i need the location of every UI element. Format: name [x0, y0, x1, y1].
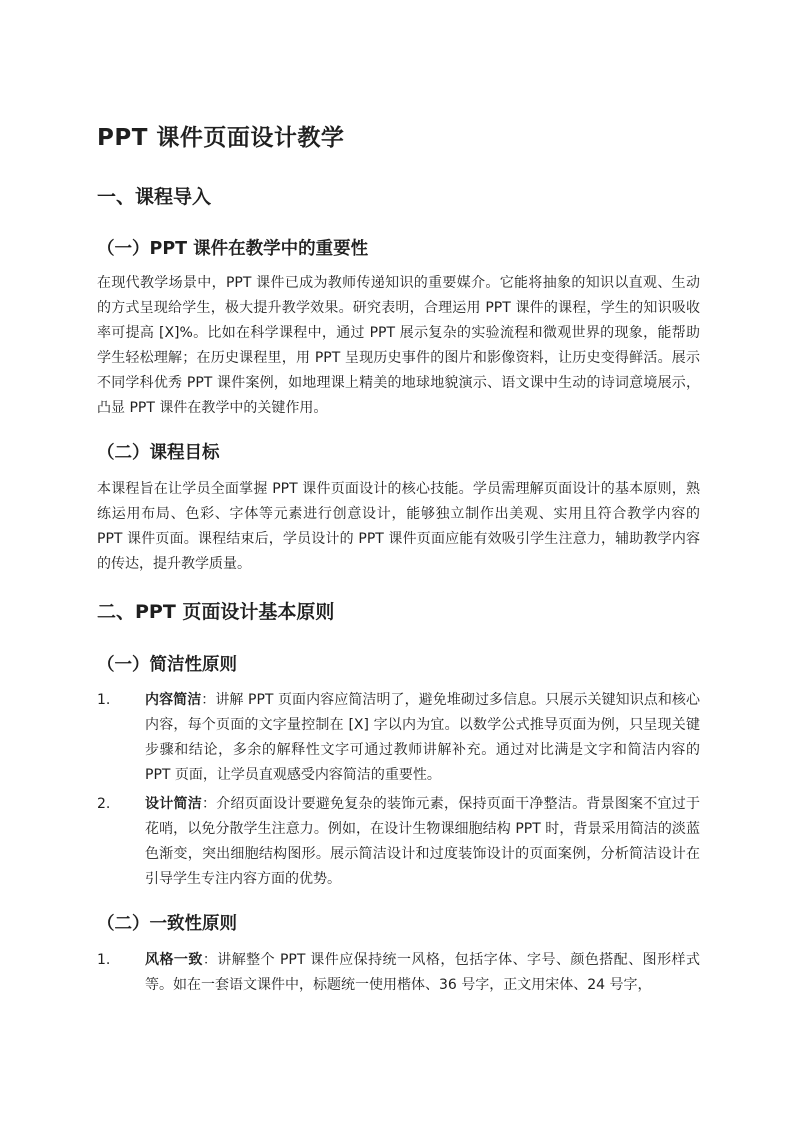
section-1-1-paragraph: 在现代教学场景中，PPT 课件已成为教师传递知识的重要媒介。它能将抽象的知识以直观、生动的方式呈现给学生，极大提升教学效果。研究表明，合理运用 PPT 课件的课程，学生的知识吸收率可提高 [X]%。比如在科学课程中，通过 PPT 展示复杂的实验流程和微观世界的现象，能帮助学生轻松理解；在历史课程里，用 PPT 呈现历史事件的图片和影像资料，让历史变得鲜活。展示不同学科优秀 PPT 课件案例，如地理课上精美的地球地貌演示、语文课中生动的诗词意境展示，凸显 PPT 课件在教学中的关键作用。	[97, 275, 700, 416]
list-item	[97, 792, 700, 892]
list-item-text: ：讲解 PPT 页面内容应简洁明了，避免堆砌过多信息。只展示关键知识点和核心内容，每个页面的文字量控制在 [X] 字以内为宜。以数学公式推导页面为例，只呈现关键步骤和结论，多余的解释性文字可通过教师讲解补充。通过对比满是文字和简洁内容的 PPT 页面，让学员直观感受内容简洁的重要性。	[145, 692, 700, 783]
document-title: PPT 课件页面设计教学	[97, 125, 345, 151]
list-item-text: ：讲解整个 PPT 课件应保持统一风格，包括字体、字号、颜色搭配、图形样式等。如在一套语文课件中，标题统一使用楷体、36 号字，正文用宋体、24 号字，	[145, 952, 701, 993]
section-1-1-heading: （一）PPT 课件在教学中的重要性	[97, 239, 369, 259]
section-2-1-heading: （一）简洁性原则	[97, 655, 237, 675]
list-item	[97, 948, 700, 998]
list-number: 2.	[97, 796, 111, 812]
list-number: 1.	[97, 952, 111, 968]
list-number: 1.	[97, 692, 111, 708]
list-item-lead: 内容简洁	[145, 692, 202, 708]
section-2-2-heading: （二）一致性原则	[97, 914, 237, 934]
section-2-heading: 二、PPT 页面设计基本原则	[97, 601, 335, 623]
section-1-2-heading: （二）课程目标	[97, 443, 220, 463]
list-item-body	[145, 792, 700, 892]
list-item-body	[145, 688, 700, 788]
list-item-text: ：介绍页面设计要避免复杂的装饰元素，保持页面干净整洁。背景图案不宜过于花哨，以免分散学生注意力。例如，在设计生物课细胞结构 PPT 时，背景采用简洁的淡蓝色渐变，突出细胞结构图形。展示简洁设计和过度装饰设计的页面案例，分析简洁设计在引导学生专注内容方面的优势。	[145, 796, 701, 887]
list-item-lead: 风格一致	[145, 952, 203, 968]
list-item	[97, 688, 700, 788]
list-item-body	[145, 948, 700, 998]
section-1-2-paragraph: 本课程旨在让学员全面掌握 PPT 课件页面设计的核心技能。学员需理解页面设计的基本原则，熟练运用布局、色彩、字体等元素进行创意设计，能够独立制作出美观、实用且符合教学内容的 PPT 课件页面。课程结束后，学员设计的 PPT 课件页面应能有效吸引学生注意力，辅助教学内容的传达，提升教学质量。	[97, 481, 700, 572]
section-1-heading: 一、课程导入	[97, 186, 212, 208]
list-item-lead: 设计简洁	[145, 796, 202, 812]
